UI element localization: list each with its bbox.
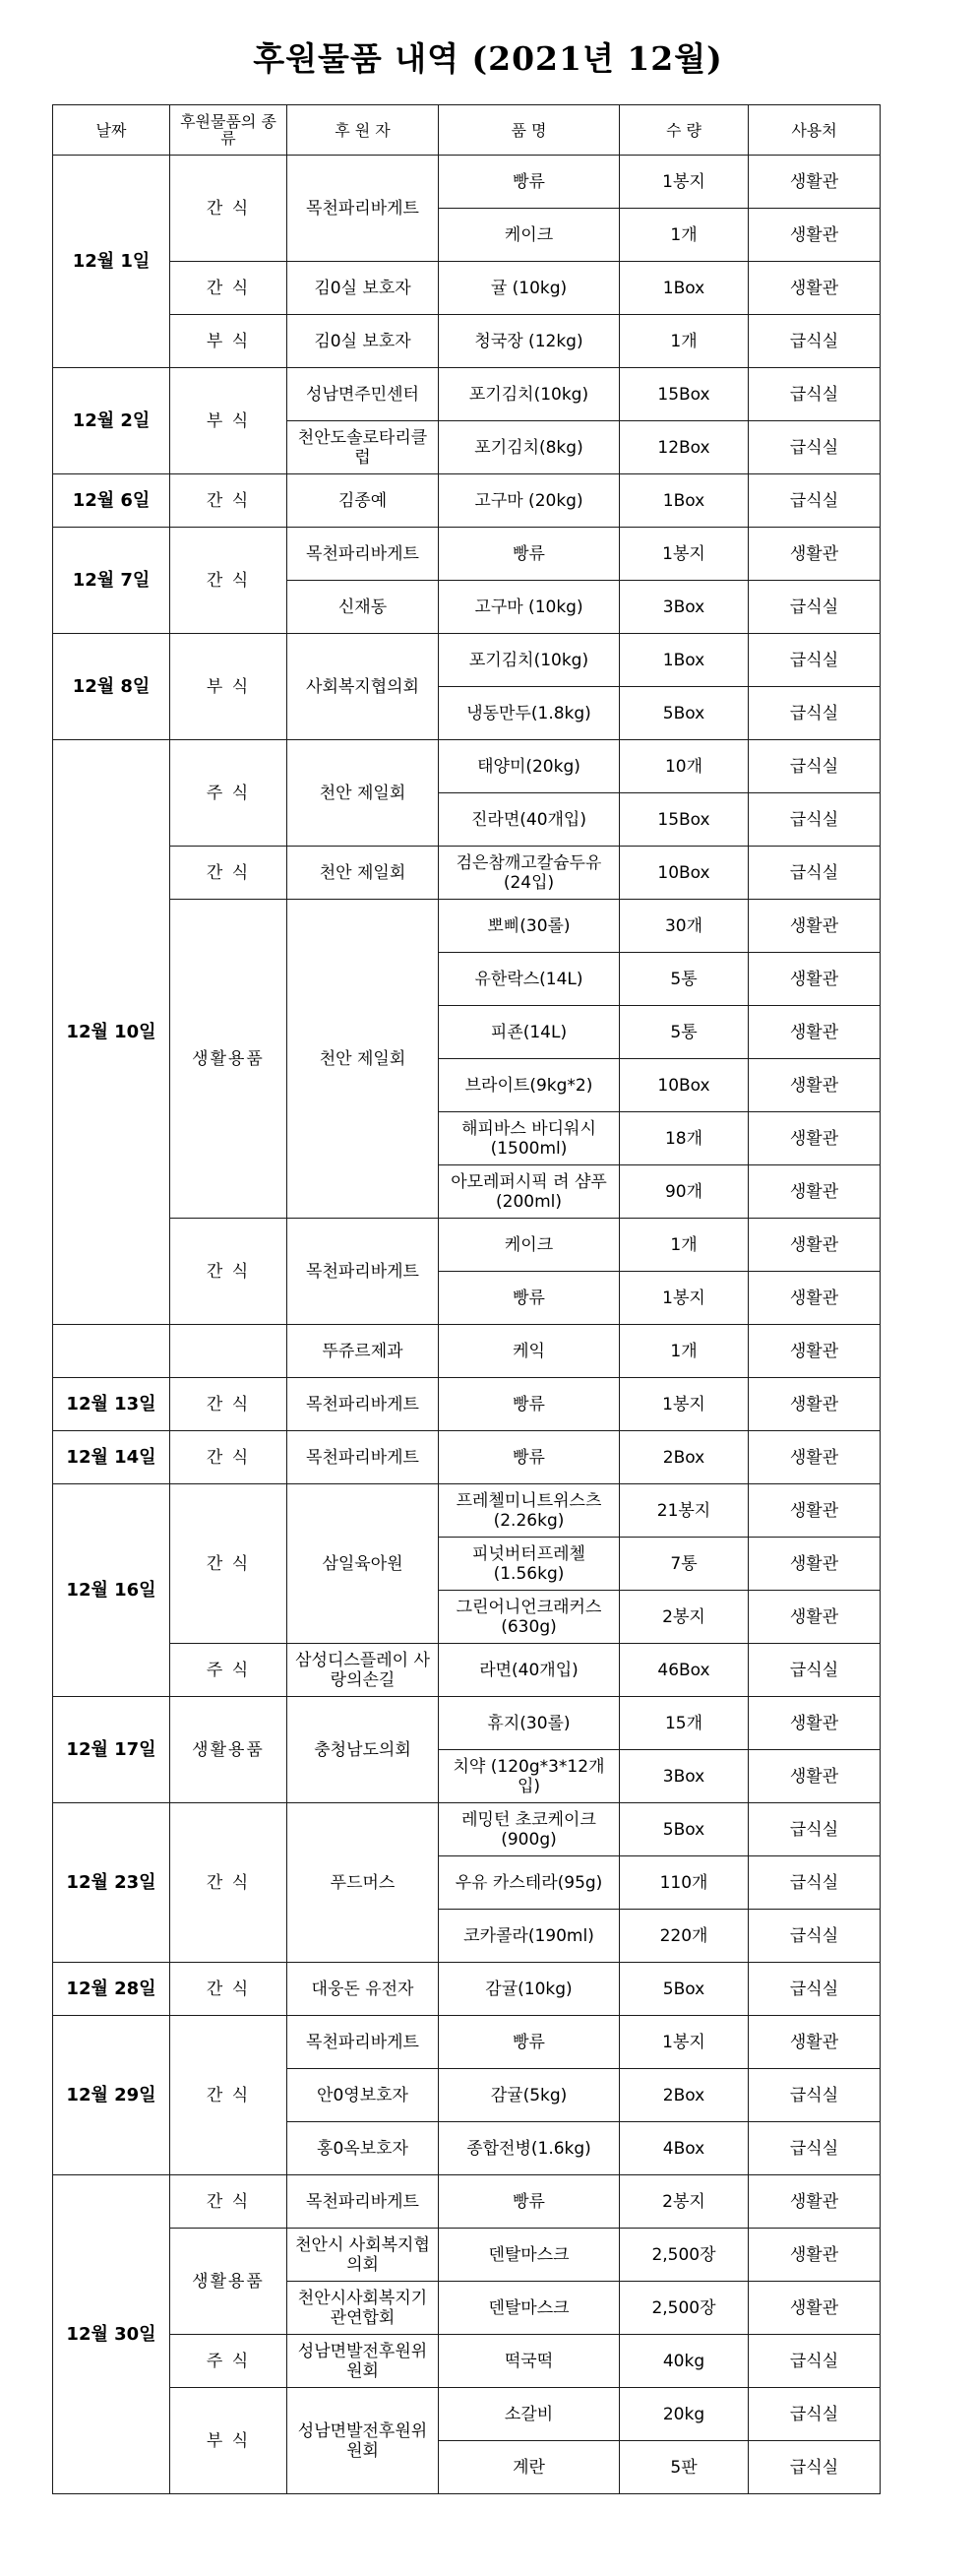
row-use: 생활관 xyxy=(749,1431,881,1484)
table-row xyxy=(53,847,881,900)
row-item: 케이크 xyxy=(439,1219,620,1272)
row-quantity: 1개 xyxy=(620,209,749,262)
row-category: 간 식 xyxy=(170,262,287,315)
row-date: 12월 29일 xyxy=(53,2016,170,2175)
row-date: 12월 10일 xyxy=(53,740,170,1325)
row-category: 간 식 xyxy=(170,2175,287,2229)
row-quantity: 5통 xyxy=(620,1006,749,1059)
row-quantity: 2봉지 xyxy=(620,1591,749,1644)
row-donor: 목천파리바게트 xyxy=(287,2016,439,2069)
row-category: 주 식 xyxy=(170,740,287,847)
row-item: 청국장 (12kg) xyxy=(439,315,620,368)
row-quantity: 90개 xyxy=(620,1165,749,1219)
row-quantity: 1Box xyxy=(620,262,749,315)
row-item: 진라면(40개입) xyxy=(439,793,620,847)
row-category xyxy=(170,1325,287,1378)
row-use: 생활관 xyxy=(749,1219,881,1272)
table-row xyxy=(53,1644,881,1697)
table-row xyxy=(53,1803,881,1856)
row-date: 12월 6일 xyxy=(53,474,170,528)
row-category: 주 식 xyxy=(170,1644,287,1697)
table-row xyxy=(53,1963,881,2016)
row-donor: 홍0옥보호자 xyxy=(287,2122,439,2175)
row-donor: 김종예 xyxy=(287,474,439,528)
row-item: 휴지(30롤) xyxy=(439,1697,620,1750)
header-category: 후원물품의 종류 xyxy=(170,105,287,156)
row-item: 감귤(5kg) xyxy=(439,2069,620,2122)
row-quantity: 21봉지 xyxy=(620,1484,749,1538)
row-donor: 삼일육아원 xyxy=(287,1484,439,1644)
row-use: 급식실 xyxy=(749,315,881,368)
row-quantity: 1개 xyxy=(620,1325,749,1378)
table-row xyxy=(53,634,881,687)
table-row xyxy=(53,474,881,528)
row-item: 유한락스(14L) xyxy=(439,953,620,1006)
header-date: 날짜 xyxy=(53,105,170,156)
row-use: 급식실 xyxy=(749,2335,881,2388)
row-use: 급식실 xyxy=(749,1856,881,1910)
row-quantity: 2봉지 xyxy=(620,2175,749,2229)
table-row xyxy=(53,1325,881,1378)
row-quantity: 18개 xyxy=(620,1112,749,1165)
row-date: 12월 14일 xyxy=(53,1431,170,1484)
row-quantity: 5통 xyxy=(620,953,749,1006)
row-use: 급식실 xyxy=(749,421,881,474)
row-date xyxy=(53,1325,170,1378)
row-item: 빵류 xyxy=(439,528,620,581)
row-item: 종합전병(1.6kg) xyxy=(439,2122,620,2175)
row-item: 브라이트(9kg*2) xyxy=(439,1059,620,1112)
header-donor: 후 원 자 xyxy=(287,105,439,156)
donation-table-body xyxy=(53,105,881,2494)
row-quantity: 30개 xyxy=(620,900,749,953)
row-date: 12월 13일 xyxy=(53,1378,170,1431)
row-quantity: 5판 xyxy=(620,2441,749,2494)
row-use: 급식실 xyxy=(749,368,881,421)
row-date: 12월 23일 xyxy=(53,1803,170,1963)
row-item: 케이크 xyxy=(439,209,620,262)
row-donor: 목천파리바게트 xyxy=(287,1219,439,1325)
row-item: 빵류 xyxy=(439,156,620,209)
row-item: 빵류 xyxy=(439,2175,620,2229)
row-quantity: 10Box xyxy=(620,1059,749,1112)
row-item: 뽀삐(30롤) xyxy=(439,900,620,953)
row-use: 생활관 xyxy=(749,2175,881,2229)
table-row xyxy=(53,1431,881,1484)
row-item: 빵류 xyxy=(439,1431,620,1484)
donation-table xyxy=(52,104,881,2494)
row-category: 간 식 xyxy=(170,1963,287,2016)
row-item: 덴탈마스크 xyxy=(439,2282,620,2335)
row-donor: 삼성디스플레이 사랑의손길 xyxy=(287,1644,439,1697)
row-item: 아모레퍼시픽 려 샴푸 (200ml) xyxy=(439,1165,620,1219)
row-quantity: 7통 xyxy=(620,1538,749,1591)
row-donor: 목천파리바게트 xyxy=(287,156,439,262)
row-item: 레밍턴 초코케이크(900g) xyxy=(439,1803,620,1856)
row-item: 소갈비 xyxy=(439,2388,620,2441)
row-item: 떡국떡 xyxy=(439,2335,620,2388)
row-category: 간 식 xyxy=(170,847,287,900)
row-quantity: 40kg xyxy=(620,2335,749,2388)
row-item: 치약 (120g*3*12개입) xyxy=(439,1750,620,1803)
page-title: 후원물품 내역 (2021년 12월) xyxy=(253,39,723,78)
row-item: 해피바스 바디워시(1500ml) xyxy=(439,1112,620,1165)
row-use: 급식실 xyxy=(749,634,881,687)
row-use: 생활관 xyxy=(749,528,881,581)
row-donor: 김0실 보호자 xyxy=(287,315,439,368)
row-use: 급식실 xyxy=(749,2122,881,2175)
row-quantity: 10개 xyxy=(620,740,749,793)
row-quantity: 15개 xyxy=(620,1697,749,1750)
row-category: 간 식 xyxy=(170,1803,287,1963)
row-quantity: 1Box xyxy=(620,474,749,528)
row-quantity: 2Box xyxy=(620,2069,749,2122)
row-donor: 신재동 xyxy=(287,581,439,634)
row-quantity: 15Box xyxy=(620,793,749,847)
row-use: 생활관 xyxy=(749,262,881,315)
row-date: 12월 28일 xyxy=(53,1963,170,2016)
row-item: 고구마 (20kg) xyxy=(439,474,620,528)
row-quantity: 220개 xyxy=(620,1910,749,1963)
row-use: 급식실 xyxy=(749,2069,881,2122)
row-category: 부 식 xyxy=(170,2388,287,2494)
row-category: 생활용품 xyxy=(170,900,287,1219)
row-item: 고구마 (10kg) xyxy=(439,581,620,634)
row-quantity: 15Box xyxy=(620,368,749,421)
row-donor: 목천파리바게트 xyxy=(287,2175,439,2229)
row-use: 생활관 xyxy=(749,209,881,262)
row-quantity: 5Box xyxy=(620,1803,749,1856)
row-category: 간 식 xyxy=(170,528,287,634)
table-row xyxy=(53,2229,881,2282)
row-item: 코카콜라(190ml) xyxy=(439,1910,620,1963)
row-category: 간 식 xyxy=(170,474,287,528)
row-date: 12월 7일 xyxy=(53,528,170,634)
row-date: 12월 17일 xyxy=(53,1697,170,1803)
row-use: 생활관 xyxy=(749,1591,881,1644)
row-use: 생활관 xyxy=(749,1006,881,1059)
table-row xyxy=(53,1697,881,1750)
row-quantity: 12Box xyxy=(620,421,749,474)
row-category: 주 식 xyxy=(170,2335,287,2388)
row-use: 생활관 xyxy=(749,1112,881,1165)
table-row xyxy=(53,900,881,953)
row-use: 급식실 xyxy=(749,1910,881,1963)
row-use: 급식실 xyxy=(749,581,881,634)
row-date: 12월 1일 xyxy=(53,156,170,368)
row-category: 간 식 xyxy=(170,2016,287,2175)
row-donor: 목천파리바게트 xyxy=(287,528,439,581)
row-item: 귤 (10kg) xyxy=(439,262,620,315)
row-use: 생활관 xyxy=(749,1750,881,1803)
table-row xyxy=(53,2016,881,2069)
row-use: 급식실 xyxy=(749,1803,881,1856)
row-use: 급식실 xyxy=(749,1963,881,2016)
row-use: 생활관 xyxy=(749,1484,881,1538)
header-item: 품 명 xyxy=(439,105,620,156)
table-header-row xyxy=(53,105,881,156)
row-donor: 대웅돈 유전자 xyxy=(287,1963,439,2016)
table-row xyxy=(53,2175,881,2229)
row-item: 빵류 xyxy=(439,1272,620,1325)
row-use: 급식실 xyxy=(749,847,881,900)
row-use: 생활관 xyxy=(749,1272,881,1325)
header-quantity: 수 량 xyxy=(620,105,749,156)
row-item: 냉동만두(1.8kg) xyxy=(439,687,620,740)
row-use: 급식실 xyxy=(749,740,881,793)
row-category: 생활용품 xyxy=(170,1697,287,1803)
row-donor: 성남면주민센터 xyxy=(287,368,439,421)
row-donor: 천안도솔로타리클럽 xyxy=(287,421,439,474)
row-donor: 천안 제일회 xyxy=(287,900,439,1219)
row-item: 감귤(10kg) xyxy=(439,1963,620,2016)
row-quantity: 5Box xyxy=(620,1963,749,2016)
row-quantity: 2,500장 xyxy=(620,2229,749,2282)
row-quantity: 1봉지 xyxy=(620,528,749,581)
row-use: 급식실 xyxy=(749,687,881,740)
row-donor: 김0실 보호자 xyxy=(287,262,439,315)
row-quantity: 110개 xyxy=(620,1856,749,1910)
row-quantity: 1봉지 xyxy=(620,2016,749,2069)
row-date: 12월 30일 xyxy=(53,2175,170,2494)
row-item: 빵류 xyxy=(439,1378,620,1431)
row-item: 포기김치(10kg) xyxy=(439,368,620,421)
row-use: 생활관 xyxy=(749,2016,881,2069)
row-item: 케익 xyxy=(439,1325,620,1378)
row-donor: 천안시사회복지기관연합회 xyxy=(287,2282,439,2335)
row-category: 생활용품 xyxy=(170,2229,287,2335)
row-item: 그린어니언크래커스(630g) xyxy=(439,1591,620,1644)
row-quantity: 3Box xyxy=(620,1750,749,1803)
row-item: 태양미(20kg) xyxy=(439,740,620,793)
row-use: 생활관 xyxy=(749,1165,881,1219)
row-donor: 성남면발전후원위원회 xyxy=(287,2388,439,2494)
row-category: 간 식 xyxy=(170,1219,287,1325)
row-use: 생활관 xyxy=(749,1325,881,1378)
row-use: 생활관 xyxy=(749,900,881,953)
row-use: 생활관 xyxy=(749,2282,881,2335)
row-item: 라면(40개입) xyxy=(439,1644,620,1697)
row-use: 생활관 xyxy=(749,2229,881,2282)
table-row xyxy=(53,156,881,209)
row-category: 간 식 xyxy=(170,1484,287,1644)
row-quantity: 2Box xyxy=(620,1431,749,1484)
table-row xyxy=(53,528,881,581)
table-row xyxy=(53,262,881,315)
row-category: 간 식 xyxy=(170,1431,287,1484)
row-quantity: 1봉지 xyxy=(620,1378,749,1431)
row-item: 피죤(14L) xyxy=(439,1006,620,1059)
table-row xyxy=(53,2388,881,2441)
row-use: 생활관 xyxy=(749,1378,881,1431)
row-item: 계란 xyxy=(439,2441,620,2494)
row-quantity: 2,500장 xyxy=(620,2282,749,2335)
row-quantity: 4Box xyxy=(620,2122,749,2175)
row-donor: 충청남도의회 xyxy=(287,1697,439,1803)
row-quantity: 1개 xyxy=(620,1219,749,1272)
row-use: 급식실 xyxy=(749,2441,881,2494)
row-category: 간 식 xyxy=(170,156,287,262)
row-use: 급식실 xyxy=(749,474,881,528)
row-date: 12월 8일 xyxy=(53,634,170,740)
row-donor: 천안 제일회 xyxy=(287,847,439,900)
row-donor: 천안시 사회복지협의회 xyxy=(287,2229,439,2282)
row-quantity: 20kg xyxy=(620,2388,749,2441)
row-category: 부 식 xyxy=(170,634,287,740)
row-donor: 목천파리바게트 xyxy=(287,1378,439,1431)
row-quantity: 1개 xyxy=(620,315,749,368)
row-use: 급식실 xyxy=(749,2388,881,2441)
row-donor: 천안 제일회 xyxy=(287,740,439,847)
row-donor: 성남면발전후원위원회 xyxy=(287,2335,439,2388)
row-item: 덴탈마스크 xyxy=(439,2229,620,2282)
row-item: 빵류 xyxy=(439,2016,620,2069)
row-category: 부 식 xyxy=(170,315,287,368)
table-row xyxy=(53,2335,881,2388)
row-item: 검은참깨고칼슘두유(24입) xyxy=(439,847,620,900)
row-item: 포기김치(8kg) xyxy=(439,421,620,474)
row-quantity: 1봉지 xyxy=(620,156,749,209)
row-use: 생활관 xyxy=(749,1697,881,1750)
table-row xyxy=(53,1484,881,1538)
row-quantity: 3Box xyxy=(620,581,749,634)
row-item: 피넛버터프레첼(1.56kg) xyxy=(439,1538,620,1591)
row-quantity: 5Box xyxy=(620,687,749,740)
row-use: 급식실 xyxy=(749,793,881,847)
row-use: 급식실 xyxy=(749,1644,881,1697)
row-category: 간 식 xyxy=(170,1378,287,1431)
row-donor: 뚜쥬르제과 xyxy=(287,1325,439,1378)
table-row xyxy=(53,1378,881,1431)
table-row xyxy=(53,740,881,793)
row-date: 12월 2일 xyxy=(53,368,170,474)
table-row xyxy=(53,1219,881,1272)
row-item: 포기김치(10kg) xyxy=(439,634,620,687)
table-row xyxy=(53,315,881,368)
row-donor: 목천파리바게트 xyxy=(287,1431,439,1484)
row-quantity: 1Box xyxy=(620,634,749,687)
row-donor: 안0영보호자 xyxy=(287,2069,439,2122)
row-quantity: 1봉지 xyxy=(620,1272,749,1325)
row-item: 프레첼미니트위스츠(2.26kg) xyxy=(439,1484,620,1538)
row-item: 우유 카스테라(95g) xyxy=(439,1856,620,1910)
row-quantity: 46Box xyxy=(620,1644,749,1697)
row-donor: 푸드머스 xyxy=(287,1803,439,1963)
row-quantity: 10Box xyxy=(620,847,749,900)
table-row xyxy=(53,368,881,421)
row-donor: 사회복지협의회 xyxy=(287,634,439,740)
row-use: 생활관 xyxy=(749,1059,881,1112)
header-use: 사용처 xyxy=(749,105,881,156)
row-use: 생활관 xyxy=(749,1538,881,1591)
row-category: 부 식 xyxy=(170,368,287,474)
row-use: 생활관 xyxy=(749,953,881,1006)
row-date: 12월 16일 xyxy=(53,1484,170,1697)
row-use: 생활관 xyxy=(749,156,881,209)
